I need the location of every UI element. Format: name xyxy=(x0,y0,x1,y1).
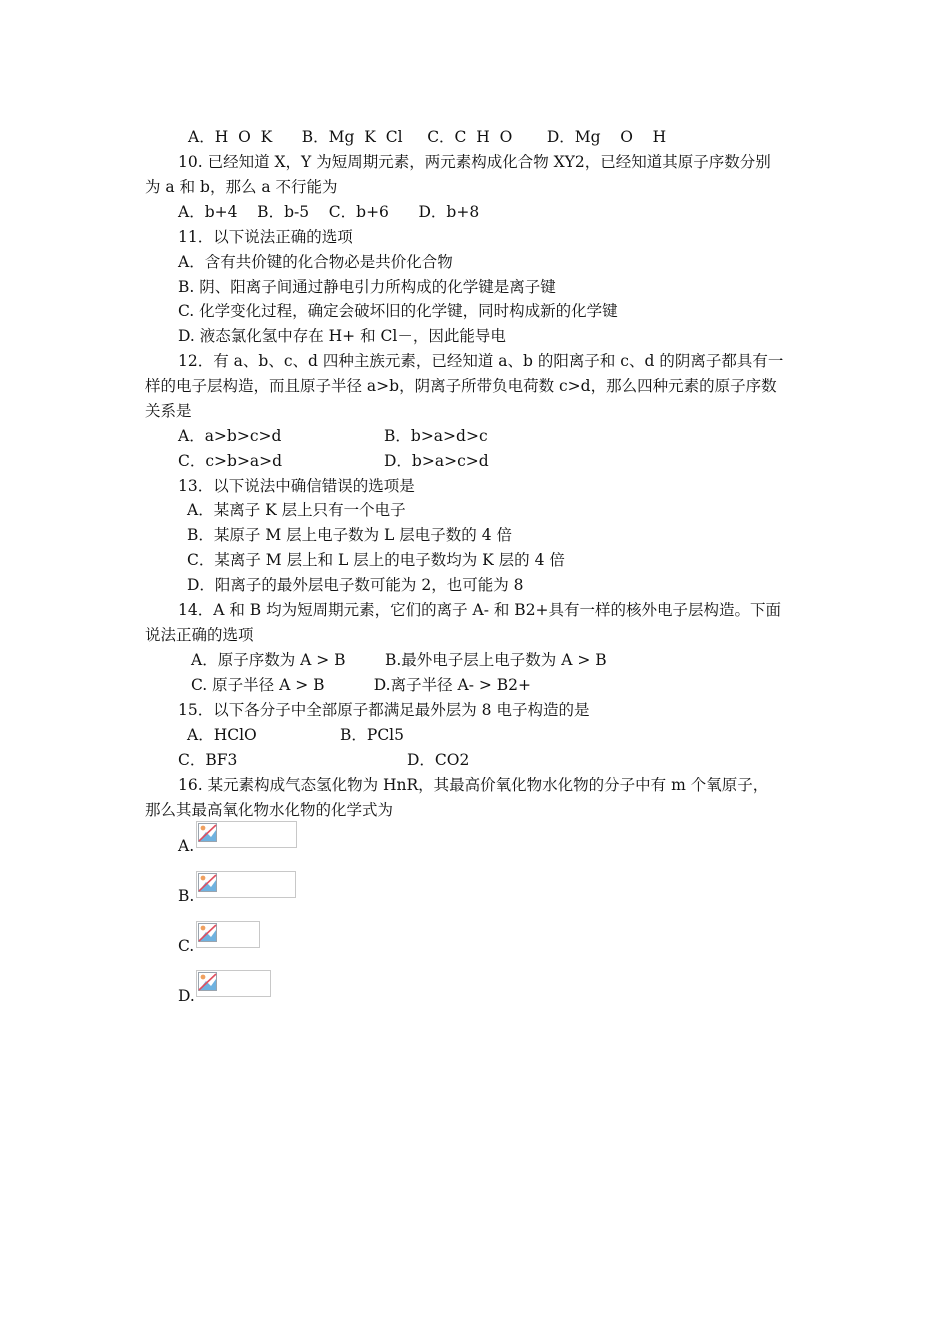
q16-option-c-label: C. xyxy=(178,937,195,955)
q11-stem: 11．以下说法正确的选项 xyxy=(178,228,353,246)
q10-options: A．b+4 B．b-5 C．b+6 D．b+8 xyxy=(178,203,480,221)
q10-stem-line1: 10. 已经知道 X，Y 为短周期元素，两元素构成化合物 XY2，已经知道其原子序数分别 xyxy=(178,153,771,171)
q15-stem: 15．以下各分子中全部原子都满足最外层为 8 电子构造的是 xyxy=(178,701,590,719)
broken-image-icon xyxy=(198,923,218,943)
q13-option-a: A．某离子 K 层上只有一个电子 xyxy=(187,501,406,519)
q13-option-c: C．某离子 M 层上和 L 层上的电子数均为 K 层的 4 倍 xyxy=(187,551,565,569)
q16-option-d-label: D. xyxy=(178,987,195,1005)
broken-image-icon xyxy=(198,972,218,992)
q13-option-d: D．阳离子的最外层电子数可能为 2，也可能为 8 xyxy=(187,576,524,594)
q16-stem-line2: 那么其最高氧化物水化物的化学式为 xyxy=(145,801,394,819)
q14-stem-line1: 14．A 和 B 均为短周期元素，它们的离子 A- 和 B2+具有一样的核外电子层构造。下面 xyxy=(178,601,782,619)
q14-options-ab: A．原子序数为 A > B B.最外电子层上电子数为 A > B xyxy=(191,651,607,669)
q16-option-d-image xyxy=(196,970,271,997)
q12-option-b: B．b>a>d>c xyxy=(384,427,488,445)
q13-stem: 13．以下说法中确信错误的选项是 xyxy=(178,477,415,495)
q16-option-b-image xyxy=(196,871,296,898)
q16-stem-line1: 16. 某元素构成气态氢化物为 HnR，其最高价氧化物水化物的分子中有 m 个氧原子， xyxy=(178,776,769,794)
q11-option-a: A．含有共价键的化合物必是共价化合物 xyxy=(178,253,453,271)
q16-option-b-label: B. xyxy=(178,887,195,905)
q13-option-b: B．某原子 M 层上电子数为 L 层电子数的 4 倍 xyxy=(187,526,512,544)
q16-option-c-image xyxy=(196,921,260,948)
q12-stem-line3: 关系是 xyxy=(145,402,192,420)
q12-stem-line1: 12．有 a、b、c、d 四种主族元素，已经知道 a、b 的阳离子和 c、d 的阴离子都具有一 xyxy=(178,352,784,370)
q15-option-b: B．PCl5 xyxy=(340,726,404,744)
q12-stem-line2: 样的电子层构造，而且原子半径 a>b，阴离子所带负电荷数 c>d，那么四种元素的原子序数 xyxy=(145,377,777,395)
q15-option-a: A．HClO xyxy=(187,726,257,744)
q12-option-c: C．c>b>a>d xyxy=(178,452,283,470)
q14-options-cd: C. 原子半径 A > B D.离子半径 A- > B2+ xyxy=(191,676,532,694)
q16-option-a-image xyxy=(196,821,297,848)
q15-option-c: C．BF3 xyxy=(178,751,238,769)
q14-stem-line2: 说法正确的选项 xyxy=(145,626,254,644)
q12-option-d: D．b>a>c>d xyxy=(384,452,489,470)
broken-image-icon xyxy=(198,873,218,893)
q11-option-b: B. 阴、阳离子间通过静电引力所构成的化学键是离子键 xyxy=(178,278,556,296)
broken-image-icon xyxy=(198,823,218,843)
q10-stem-line2: 为 a 和 b，那么 a 不行能为 xyxy=(145,178,338,196)
q11-option-d: D. 液态氯化氢中存在 H+ 和 Cl－，因此能导电 xyxy=(178,327,506,345)
q12-option-a: A．a>b>c>d xyxy=(178,427,282,445)
q15-option-d: D．CO2 xyxy=(407,751,470,769)
q16-option-a-label: A. xyxy=(178,837,195,855)
q9-options: A．H O K B．Mg K Cl C．C H O D．Mg O H xyxy=(188,128,667,146)
q11-option-c: C. 化学变化过程，确定会破坏旧的化学键，同时构成新的化学键 xyxy=(178,302,618,320)
